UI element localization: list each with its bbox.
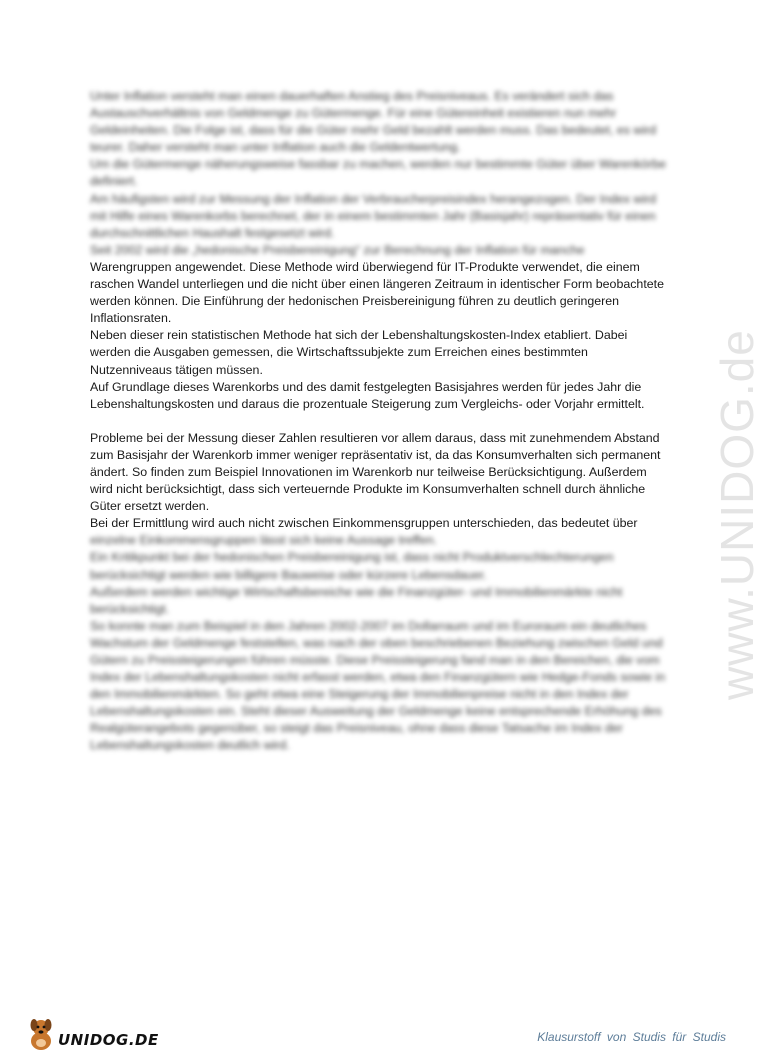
paragraph: Außerdem werden wichtige Wirtschaftsbereiche wie die Finanzgüter- und Immobilienmärkte nicht berücksichtigt. bbox=[90, 584, 623, 616]
blurred-text-bottom bbox=[90, 532, 668, 754]
dog-icon bbox=[26, 1015, 56, 1053]
paragraph: Ein Kritikpunkt bei der hedonischen Preisbereinigung ist, dass nicht Produktverschlechterungen berücksichtigt werden wie billigere Bauweise oder kürzere Lebensdauer. bbox=[90, 550, 614, 582]
logo-text: UNIDOG.DE bbox=[58, 1031, 159, 1049]
paragraph: So konnte man zum Beispiel in den Jahren 2002-2007 im Dollarraum und im Euroraum ein deutliches Wachstum der Geldmenge feststellen, was nach der oben beschriebenen Beziehung zwischen Geld und Gütern zu Preissteigerungen führen müsste. Diese Preissteigerung fand man in den Bereichen, die vom Index der Lebenshaltungskosten nicht erfasst werden, etwa den Finanzgütern wie Hedge-Fonds sowie in den Immobilienmärkten. So geht etwa eine Steigerung der Immobilienpreise nicht in den Index der Lebenshaltungskosten ein. Steht dieser Ausweitung der Geldmenge keine entsprechende Erhöhung des Realgüterangebots gegenüber, so steigt das Preisniveau, ohne dass diese Tatsache im Index der Lebenshaltungskosten deutlich wird. bbox=[90, 618, 666, 753]
paragraph: Unter Inflation versteht man einen dauerhaften Anstieg des Preisniveaus. Es verändert sich das Austauschverhältnis von Geldmenge zu Gütermenge. Für eine Gütereinheit existieren nun mehr Geldeinheiten. Die Folge ist, dass für die Güter mehr Geld bezahlt werden muss. Das bedeutet, es wird teurer. Daher versteht man unter Inflation auch die Geldentwertung. bbox=[90, 89, 657, 155]
paragraph: Um die Gütermenge näherungsweise fassbar zu machen, werden nur bestimmte Güter über Warenkörbe definiert. bbox=[90, 157, 666, 189]
paragraph: Warengruppen angewendet. Diese Methode wird überwiegend für IT-Produkte verwendet, die einem raschen Wandel unterliegen und die nicht über einen längeren Zeitraum in identischer Form beobachtete werden können. Die Einführung der hedonischen Preisbereinigung führen zu deutlich geringeren Inflationsraten. bbox=[90, 259, 664, 326]
paragraph: Am häufigsten wird zur Messung der Inflation der Verbraucherpreisindex herangezogen. Der Index wird mit Hilfe eines Warenkorbs berechnet, der in einem bestimmten Jahr (Basisjahr) repräsentativ für einen durchschnittlichen Haushalt festgesetzt wird. bbox=[90, 191, 657, 240]
watermark-text: www.UNIDOG.de bbox=[711, 329, 763, 700]
paragraph: Probleme bei der Messung dieser Zahlen resultieren vor allem daraus, dass mit zunehmendem Abstand zum Basisjahr der Warenkorb immer weniger repräsentativ ist, da das Konsumverhalten sich permanent ändert. So finden zum Beispiel Innovationen im Warenkorb nur teilweise Berücksichtigung. Außerdem wird nicht berücksichtigt, dass sich verteuernde Produkte im Konsumverhalten schnell durch ähnliche Güter ersetzt werden. bbox=[90, 430, 661, 514]
document-body bbox=[90, 88, 668, 755]
paragraph: einzelne Einkommensgruppen lässt sich keine Aussage treffen. bbox=[90, 533, 437, 548]
visible-text bbox=[90, 259, 668, 532]
paragraph: Auf Grundlage dieses Warenkorbs und des damit festgelegten Basisjahres werden für jedes Jahr die Lebenshaltungskosten und daraus die prozentuale Steigerung zum Vergleichs- oder Vorjahr ermittelt. bbox=[90, 379, 645, 411]
blurred-text-top bbox=[90, 88, 668, 259]
paragraph: Neben dieser rein statistischen Methode hat sich der Lebenshaltungskosten-Index etabliert. Dabei werden die Ausgaben gemessen, die Wirtschaftssubjekte zum Erreichen eines bestimmten Nutzenniveaus tätigen müssen. bbox=[90, 328, 628, 377]
paragraph: Seit 2002 wird die „hedonische Preisbereinigung“ zur Berechnung der Inflation für manche bbox=[90, 242, 585, 257]
footer-tagline: Klausurstoff von Studis für Studis bbox=[537, 1030, 726, 1044]
paragraph: Bei der Ermittlung wird auch nicht zwischen Einkommensgruppen unterschieden, das bedeutet über bbox=[90, 516, 638, 531]
unidog-logo[interactable] bbox=[26, 1013, 159, 1053]
